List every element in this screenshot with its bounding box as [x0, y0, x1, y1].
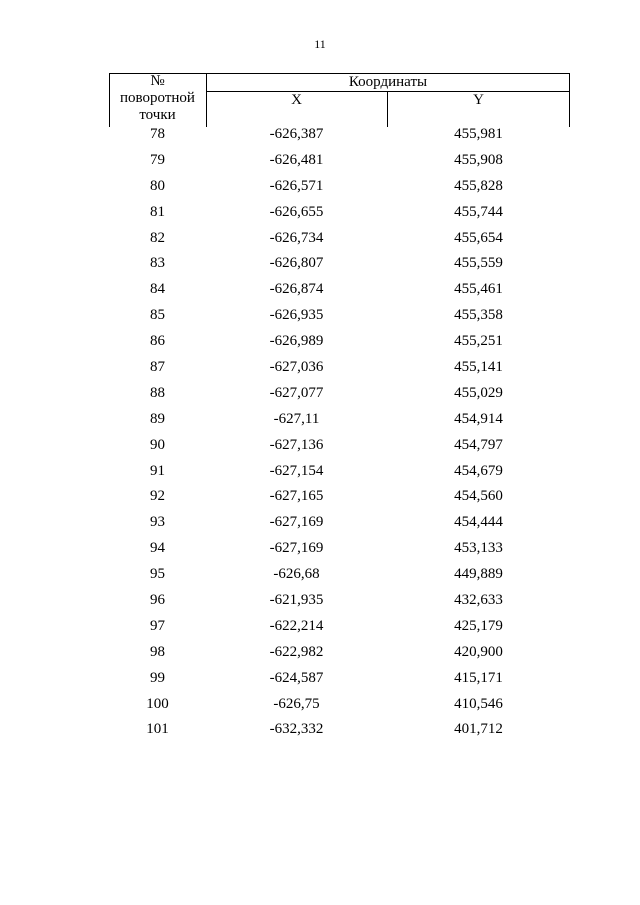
y-coordinate-cell: 420,900 [454, 643, 503, 660]
y-coordinate-cell: 454,914 [454, 410, 503, 427]
point-number-cell: 80 [150, 177, 165, 194]
table-row [109, 229, 570, 255]
y-coordinate-cell: 455,358 [454, 307, 503, 324]
y-coordinate-cell: 454,797 [454, 436, 503, 453]
y-coordinate-cell: 455,828 [454, 177, 503, 194]
table-row [109, 384, 570, 410]
table-row [109, 669, 570, 695]
x-coordinate-cell: -626,989 [269, 333, 324, 350]
point-number-cell: 93 [150, 514, 165, 531]
point-number-cell: 97 [150, 617, 165, 634]
y-coordinate-cell: 455,744 [454, 203, 503, 220]
x-coordinate-cell: -626,935 [269, 307, 324, 324]
x-coordinate-cell: -626,387 [269, 126, 324, 142]
point-number-cell: 79 [150, 151, 165, 168]
header-x: X [291, 92, 302, 108]
y-coordinate-cell: 449,889 [454, 566, 503, 583]
table-row [109, 203, 570, 229]
header-point-no: № поворотной точки [120, 73, 195, 123]
y-coordinate-cell: 455,461 [454, 281, 503, 298]
y-coordinate-cell: 454,560 [454, 488, 503, 505]
x-coordinate-cell: -622,982 [269, 643, 324, 660]
table-header [109, 73, 570, 127]
table-row [109, 125, 570, 151]
x-coordinate-cell: -627,136 [269, 436, 324, 453]
point-number-cell: 99 [150, 669, 165, 686]
table-row [109, 487, 570, 513]
x-coordinate-cell: -626,874 [269, 281, 324, 298]
y-coordinate-cell: 453,133 [454, 540, 503, 557]
point-number-cell: 86 [150, 333, 165, 350]
x-coordinate-cell: -626,68 [273, 566, 320, 583]
point-number-cell: 90 [150, 436, 165, 453]
y-coordinate-cell: 415,171 [454, 669, 503, 686]
point-number-cell: 83 [150, 255, 165, 272]
header-coordinates: Координаты [348, 74, 428, 90]
point-number-cell: 88 [150, 384, 165, 401]
x-coordinate-cell: -624,587 [269, 669, 324, 686]
table-body [109, 125, 570, 746]
header-y: Y [473, 92, 484, 108]
x-coordinate-cell: -626,571 [269, 177, 324, 194]
page-number: 11 [314, 37, 326, 51]
table-row [109, 565, 570, 591]
x-coordinate-cell: -627,169 [269, 540, 324, 557]
x-coordinate-cell: -626,734 [269, 229, 324, 246]
point-number-cell: 94 [150, 540, 165, 557]
point-number-cell: 82 [150, 229, 165, 246]
x-coordinate-cell: -622,214 [269, 617, 324, 634]
point-number-cell: 89 [150, 410, 165, 427]
y-coordinate-cell: 455,559 [454, 255, 503, 272]
y-coordinate-cell: 455,251 [454, 333, 503, 350]
y-coordinate-cell: 410,546 [454, 695, 503, 712]
x-coordinate-cell: -627,165 [269, 488, 324, 505]
table-row [109, 332, 570, 358]
table-row [109, 177, 570, 203]
point-number-cell: 81 [150, 203, 165, 220]
x-coordinate-cell: -621,935 [269, 592, 324, 609]
point-number-cell: 92 [150, 488, 165, 505]
y-coordinate-cell: 455,908 [454, 151, 503, 168]
point-number-cell: 96 [150, 592, 165, 609]
table-row [109, 539, 570, 565]
x-coordinate-cell: -627,169 [269, 514, 324, 531]
table-row [109, 436, 570, 462]
point-number-cell: 98 [150, 643, 165, 660]
table-row [109, 410, 570, 436]
y-coordinate-cell: 454,444 [454, 514, 503, 531]
y-coordinate-cell: 432,633 [454, 592, 503, 609]
x-coordinate-cell: -627,077 [269, 384, 324, 401]
x-coordinate-cell: -627,154 [269, 462, 324, 479]
y-coordinate-cell: 455,981 [454, 126, 503, 142]
x-coordinate-cell: -626,75 [273, 695, 320, 712]
table-row [109, 462, 570, 488]
x-coordinate-cell: -627,036 [269, 359, 324, 376]
point-number-cell: 101 [146, 721, 169, 738]
x-coordinate-cell: -626,481 [269, 151, 324, 168]
table-row [109, 720, 570, 746]
table-row [109, 643, 570, 669]
y-coordinate-cell: 455,141 [454, 359, 503, 376]
table-row [109, 280, 570, 306]
table-row [109, 306, 570, 332]
table-row [109, 695, 570, 721]
table-row [109, 617, 570, 643]
point-number-cell: 87 [150, 359, 165, 376]
table-row [109, 358, 570, 384]
point-number-cell: 78 [150, 126, 165, 142]
table-row [109, 591, 570, 617]
y-coordinate-cell: 401,712 [454, 721, 503, 738]
point-number-cell: 100 [146, 695, 169, 712]
point-number-cell: 95 [150, 566, 165, 583]
table-row [109, 151, 570, 177]
x-coordinate-cell: -632,332 [269, 721, 324, 738]
y-coordinate-cell: 454,679 [454, 462, 503, 479]
x-coordinate-cell: -627,11 [273, 410, 320, 427]
point-number-cell: 91 [150, 462, 165, 479]
y-coordinate-cell: 455,029 [454, 384, 503, 401]
x-coordinate-cell: -626,655 [269, 203, 324, 220]
y-coordinate-cell: 425,179 [454, 617, 503, 634]
x-coordinate-cell: -626,807 [269, 255, 324, 272]
point-number-cell: 85 [150, 307, 165, 324]
table-row [109, 254, 570, 280]
point-number-cell: 84 [150, 281, 165, 298]
y-coordinate-cell: 455,654 [454, 229, 503, 246]
table-row [109, 513, 570, 539]
